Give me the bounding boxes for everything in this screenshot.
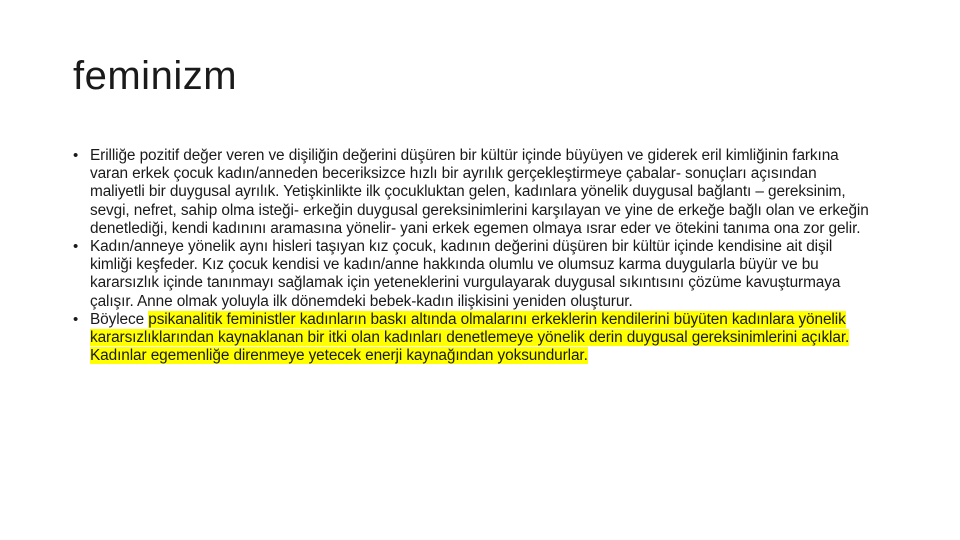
bullet-text: Erilliğe pozitif değer veren ve dişiliğin değerini düşüren bir kültür içinde büyüyen ve giderek eril kimliğinin farkına varan erkek çocuk kadın/anneden beceriksizce hızlı bir ayrılık gerçekleştirmeye çabalar- sonuçları açısından maliyetli bir duygusal ayrılık. Yetişkinlikte ilk çocukluktan gelen, kadınlara yönelik duygusal bağlantı – gereksinim, sevgi, nefret, sahip olma isteği- erkeğin duygusal gereksinimlerini karşılayan ve yine de erkeğe bağlı olan ve erkeğin denetlediği, kendi kadınını aramasına yönelir- yani erkek egemen olmaya ısrar eder ve ötekini tanıma ona zor gelir. [90,147,869,237]
bullet-item-3 [73,311,873,366]
bullet-text: Kadın/anneye yönelik aynı hisleri taşıyan kız çocuk, kadının değerini düşüren bir kültür içinde kendisine ait dişil kimliği keşfeder. Kız çocuk kendisi ve kadın/anne hakkında olumlu ve olumsuz karma duygularla büyür ve bu kararsızlık içinde tanınmayı sağlamak için yeteneklerini vurgulayarak duygusal sıkıntısını çözüme kavuşturmaya çalışır. Anne olmak yoluyla ilk dönemdeki bebek-kadın ilişkisini yeniden oluşturur. [90,238,841,310]
slide-title: feminizm [73,54,238,98]
bullet-item-2 [73,238,873,311]
bullet-list [73,147,873,365]
bullet-item-1 [73,147,873,238]
bullet-marker: • [73,238,79,256]
bullet-marker: • [73,310,79,328]
bullet-text-plain: Böylece [90,310,149,328]
bullet-marker: • [73,147,79,164]
highlighted-text: psikanalitik feministler kadınların baskı altında olmalarını erkeklerin kendilerini büyüten kadınlara yönelik kararsızlıklarından kaynaklanan bir itki olan kadınları denetlemeye yönelik derin duygusal gereksinimlerini açıklar. Kadınlar egemenliğe direnmeye yetecek enerji kaynağından yoksundurlar. [90,310,850,365]
